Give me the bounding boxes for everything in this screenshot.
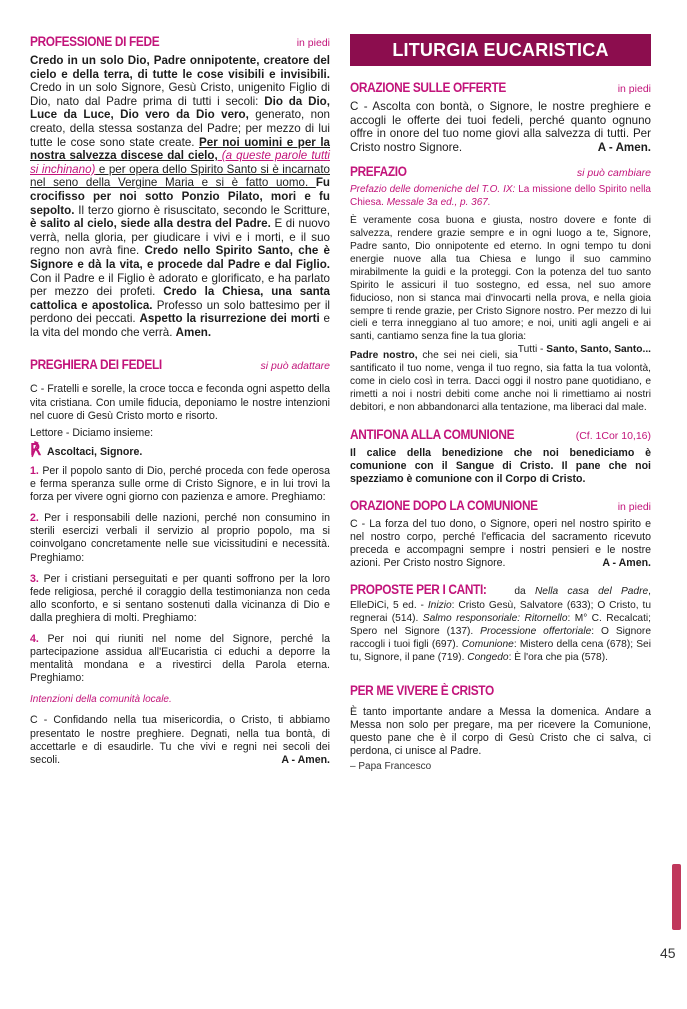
fedeli-amen: A - Amen. bbox=[281, 753, 330, 766]
antifona-title: ANTIFONA ALLA COMUNIONE bbox=[350, 426, 515, 442]
canti-4i: Processione offertoriale bbox=[480, 626, 592, 638]
credo-rubric: (a queste parole tutti si inchinano) bbox=[30, 149, 331, 176]
item-text: Per il popolo santo di Dio, perché proceda con fede operosa e ferma speranza sulle orme di Cristo Signore, e in lui trovi la forza per vivere ogni giorno con pazienza e amore. Preghiamo: bbox=[30, 464, 330, 504]
fedeli-item-4 bbox=[30, 633, 330, 685]
antifona-text: Il calice della benedizione che noi benediciamo è comunione con il Sangue di Cristo. Il pane che noi spezziamo è comunione con il Corpo di Cristo. bbox=[350, 446, 651, 485]
fedeli-item-2 bbox=[30, 512, 330, 564]
item-text: Per i cristiani perseguitati e per quanti soffrono per la loro fede religiosa, perché il coraggio della testimonianza non ceda allo sconforto, e si sentano sostenuti dalla vicinanza di Dio e dalla preghiera di molti. Preghiamo: bbox=[30, 572, 330, 624]
credo-s3: e per opera dello Spirito Santo si è incarnato nel seno della Vergine Maria e si è fatto uomo. bbox=[30, 162, 330, 190]
dopo-text bbox=[350, 518, 651, 570]
offerte-note: in piedi bbox=[617, 83, 651, 95]
credo-s4: Il terzo giorno è risuscitato, secondo le Scritture, bbox=[74, 203, 330, 217]
canti-2i: Inizio bbox=[427, 600, 452, 612]
sanctus-who: Tutti - bbox=[517, 344, 547, 356]
credo-note: in piedi bbox=[296, 37, 330, 49]
credo-s1: Credo in un solo Signore, Gesù Cristo, unigenito Figlio di Dio, nato dal Padre prima di tutti i secoli: bbox=[30, 81, 330, 108]
quote-author: – Papa Francesco bbox=[350, 761, 432, 773]
dopo-body: C - La forza del tuo dono, o Signore, operi nel nostro spirito e nel nostro corpo, perché l'efficacia del sacramento ricevuto preceda e accompagni sempre i nostri pensieri e le nostre azioni. Per Cristo nostro Signore. bbox=[350, 518, 651, 570]
fedeli-response-line bbox=[30, 441, 330, 459]
credo-amen: Amen. bbox=[175, 325, 212, 339]
fedeli-intro: C - Fratelli e sorelle, la croce tocca e feconda ogni aspetto della vita cristiana. Con umile fiducia, deponiamo le nostre intenzioni nel cuore di Gesù Cristo morto e risorto. bbox=[30, 383, 330, 422]
credo-s8: e la vita del mondo che verrà. bbox=[30, 312, 330, 339]
response-symbol: ℟ bbox=[30, 441, 41, 459]
canti-4: : M° C. Recalcati; Spero nel Signore (137). bbox=[350, 613, 651, 638]
fedeli-note: si può adattare bbox=[260, 360, 330, 373]
page-number: 45 bbox=[660, 945, 676, 961]
padre-nostro-bold: Padre nostro, bbox=[350, 350, 418, 362]
fedeli-conclusion bbox=[30, 714, 330, 766]
canti-6: : Mistero della cena (678); Sei tu, Signore, il pane (719). bbox=[350, 639, 651, 664]
canti-6i: Congedo bbox=[467, 652, 509, 664]
dopo-amen: A - Amen. bbox=[602, 557, 651, 570]
canti-1i: Nella casa del Padre bbox=[534, 586, 649, 598]
liturgia-banner: LITURGIA EUCARISTICA bbox=[350, 34, 651, 66]
vivere-title: PER ME VIVERE È CRISTO bbox=[350, 682, 494, 698]
credo-s8-bold: Aspetto la risurrezione dei morti bbox=[139, 312, 320, 326]
offerte-amen: A - Amen. bbox=[597, 140, 651, 154]
canti-1: da bbox=[505, 586, 535, 598]
left-column bbox=[30, 34, 330, 767]
vivere-text: È tanto importante andare a Messa la domenica. Andare a Messa non solo per pregare, ma per ricevere la Comunione, questo pane che è il corpo di Gesù Cristo che ci salva, ci perdona, ci unisce al Padre. bbox=[350, 705, 651, 758]
credo-s7: Professo un solo battesimo per il perdono dei peccati. bbox=[30, 298, 330, 326]
dopo-note: in piedi bbox=[617, 501, 651, 514]
offerte-title: ORAZIONE SULLE OFFERTE bbox=[350, 80, 506, 95]
offerte-body: C - Ascolta con bontà, o Signore, le nostre preghiere e accogli le offerte dei tuoi fedeli, perché quanto ognuno offre in onore del tuo nome giovi alla salvezza di tutti. Per Cristo nostro Signore. bbox=[350, 100, 651, 154]
item-text: Per i responsabili delle nazioni, perché non consumino in sterili esercizi verbali il servizio al proprio popolo, ma si coinvolgano concretamente nelle sue vicissitudini e necessità. Preghiamo: bbox=[30, 512, 330, 564]
credo-s1-bold: Credo in un solo Dio, Padre onnipotente, creatore del cielo e della terra, di tutte le cose visibili e invisibili. bbox=[30, 54, 330, 81]
credo-s6-bold: Credo nello Spirito Santo, che è Signore e dà la vita, e procede dal Padre e dal Figlio. bbox=[30, 244, 330, 271]
right-column bbox=[350, 34, 651, 772]
item-number: 1. bbox=[30, 464, 39, 477]
credo-s5: E di nuovo verrà, nella gloria, per giudicare i vivi e i morti, e il suo regno non avrà fine. bbox=[30, 217, 330, 258]
credo-s6: Con il Padre e il Figlio è adorato e glorificato, e ha parlato per mezzo dei profeti. bbox=[30, 271, 330, 299]
offerte-heading bbox=[350, 80, 651, 97]
antifona-note: (Cf. 1Cor 10,16) bbox=[575, 429, 651, 442]
dopo-title: ORAZIONE DOPO LA COMUNIONE bbox=[350, 498, 538, 514]
fedeli-heading bbox=[30, 357, 330, 374]
item-number: 4. bbox=[30, 632, 39, 645]
credo-s7-bold: Credo la Chiesa, una santa cattolica e apostolica. bbox=[30, 285, 330, 312]
padre-nostro-text: che sei nei cieli, sia santificato il tuo nome, venga il tuo regno, sia fatta la tua volontà, come in cielo così in terra. Dacci oggi il nostro pane quotidiano, e rimetti a noi i nostri debiti come anche noi li rimettiamo ai nostri debitori, e non abbandonarci alla tentazione, ma liberaci dal male. bbox=[350, 350, 651, 413]
fedeli-lettore: Lettore - Diciamo insieme: bbox=[30, 426, 154, 439]
canti-2: , ElleDiCi, 5 ed. - bbox=[350, 586, 651, 612]
canti-5: : O Signore raccogli i tuoi figli (697). bbox=[350, 626, 651, 651]
canti-5i: Comunione bbox=[461, 639, 514, 651]
offerte-text bbox=[350, 100, 651, 154]
padre-nostro bbox=[350, 350, 651, 415]
credo-heading bbox=[30, 34, 330, 51]
fedeli-item-3 bbox=[30, 573, 330, 625]
canti-3: : Cristo Gesù, Salvatore (633); O Cristo, tu regnerai (514). bbox=[350, 600, 651, 625]
prefazio-ref-1: Prefazio delle domeniche del T.O. IX: bbox=[350, 184, 516, 196]
vivere-heading bbox=[350, 683, 651, 699]
prefazio-body: È veramente cosa buona e giusta, nostro dovere e fonte di salvezza, rendere grazie sempre e in ogni luogo a te, Signore, Padre santo, Dio onnipotente ed eterno. In ogni tempo tu doni energie nuove alla tua Chiesa e lungo il suo cammino mirabilmente la guidi e la proteggi. Con la potenza del tuo santo Spirito le assicuri il tuo sostegno, ed essa, nel suo amore fiducioso, non si stanca mai d'invocarti nella prova, e nella gioia sempre ti rende grazie, per Cristo Signore nostro. Per mezzo di lui cieli e terra inneggiano al tuo amore; e noi, uniti agli angeli e ai santi, cantiamo senza fine la tua gloria: bbox=[350, 215, 651, 343]
canti-text bbox=[350, 582, 651, 665]
canti-3i: Salmo responsoriale: Ritornello bbox=[422, 613, 568, 625]
dopo-heading bbox=[350, 498, 651, 515]
antifona-heading bbox=[350, 427, 651, 444]
credo-title: PROFESSIONE DI FEDE bbox=[30, 34, 160, 49]
prefazio-ref-3: Messale 3a ed., p. 367. bbox=[386, 196, 491, 208]
canti-7: : È l'ora che pia (578). bbox=[508, 652, 608, 664]
item-number: 2. bbox=[30, 512, 39, 525]
credo-text bbox=[30, 54, 330, 339]
credo-s2: generato, non creato, della stessa sostanza del Padre; per mezzo di lui tutte le cose sono state create. bbox=[30, 108, 331, 149]
section-tab bbox=[672, 864, 681, 930]
prefazio-note: si può cambiare bbox=[576, 167, 651, 180]
item-number: 3. bbox=[30, 572, 39, 585]
credo-s4-bold: Fu crocifisso per noi sotto Ponzio Pilato, mori e fu sepolto. bbox=[30, 176, 330, 217]
fedeli-title: PREGHIERA DEI FEDELI bbox=[30, 357, 162, 373]
fedeli-item-1 bbox=[30, 465, 330, 504]
fedeli-intenzioni: Intenzioni della comunità locale. bbox=[30, 694, 172, 706]
credo-s2-bold: Dio da Dio, Luce da Luce, Dio vero da Dio vero, bbox=[30, 94, 330, 122]
prefazio-title: PREFAZIO bbox=[350, 164, 407, 180]
prefazio-reference bbox=[350, 184, 651, 209]
fedeli-response: Ascoltaci, Signore. bbox=[46, 445, 143, 458]
credo-s3-bold: Per noi uomini e per la nostra salvezza discese dal cielo, bbox=[30, 135, 330, 163]
item-text: Per noi qui riuniti nel nome del Signore, perché la partecipazione assidua all'Eucaristia ci educhi a deporre la mentalità mondana e a rivestirci della Parola eterna. Preghiamo: bbox=[30, 632, 330, 685]
prefazio-ref-2: La missione dello Spirito nella Chiesa. bbox=[350, 184, 651, 208]
credo-s5-bold: è salito al cielo, siede alla destra del Padre. bbox=[30, 217, 271, 231]
sanctus: Santo, Santo, Santo... bbox=[546, 344, 651, 356]
prefazio-heading bbox=[350, 164, 651, 181]
canti-title: PROPOSTE PER I CANTI: bbox=[350, 582, 487, 598]
conclusion-text: C - Confidando nella tua misericordia, o Cristo, ti abbiamo presentato le nostre preghiere. Degnati, nella tua bontà, di accettarle e di esaudirle. Tu che vivi e regni nei secoli dei secoli. bbox=[30, 714, 330, 766]
